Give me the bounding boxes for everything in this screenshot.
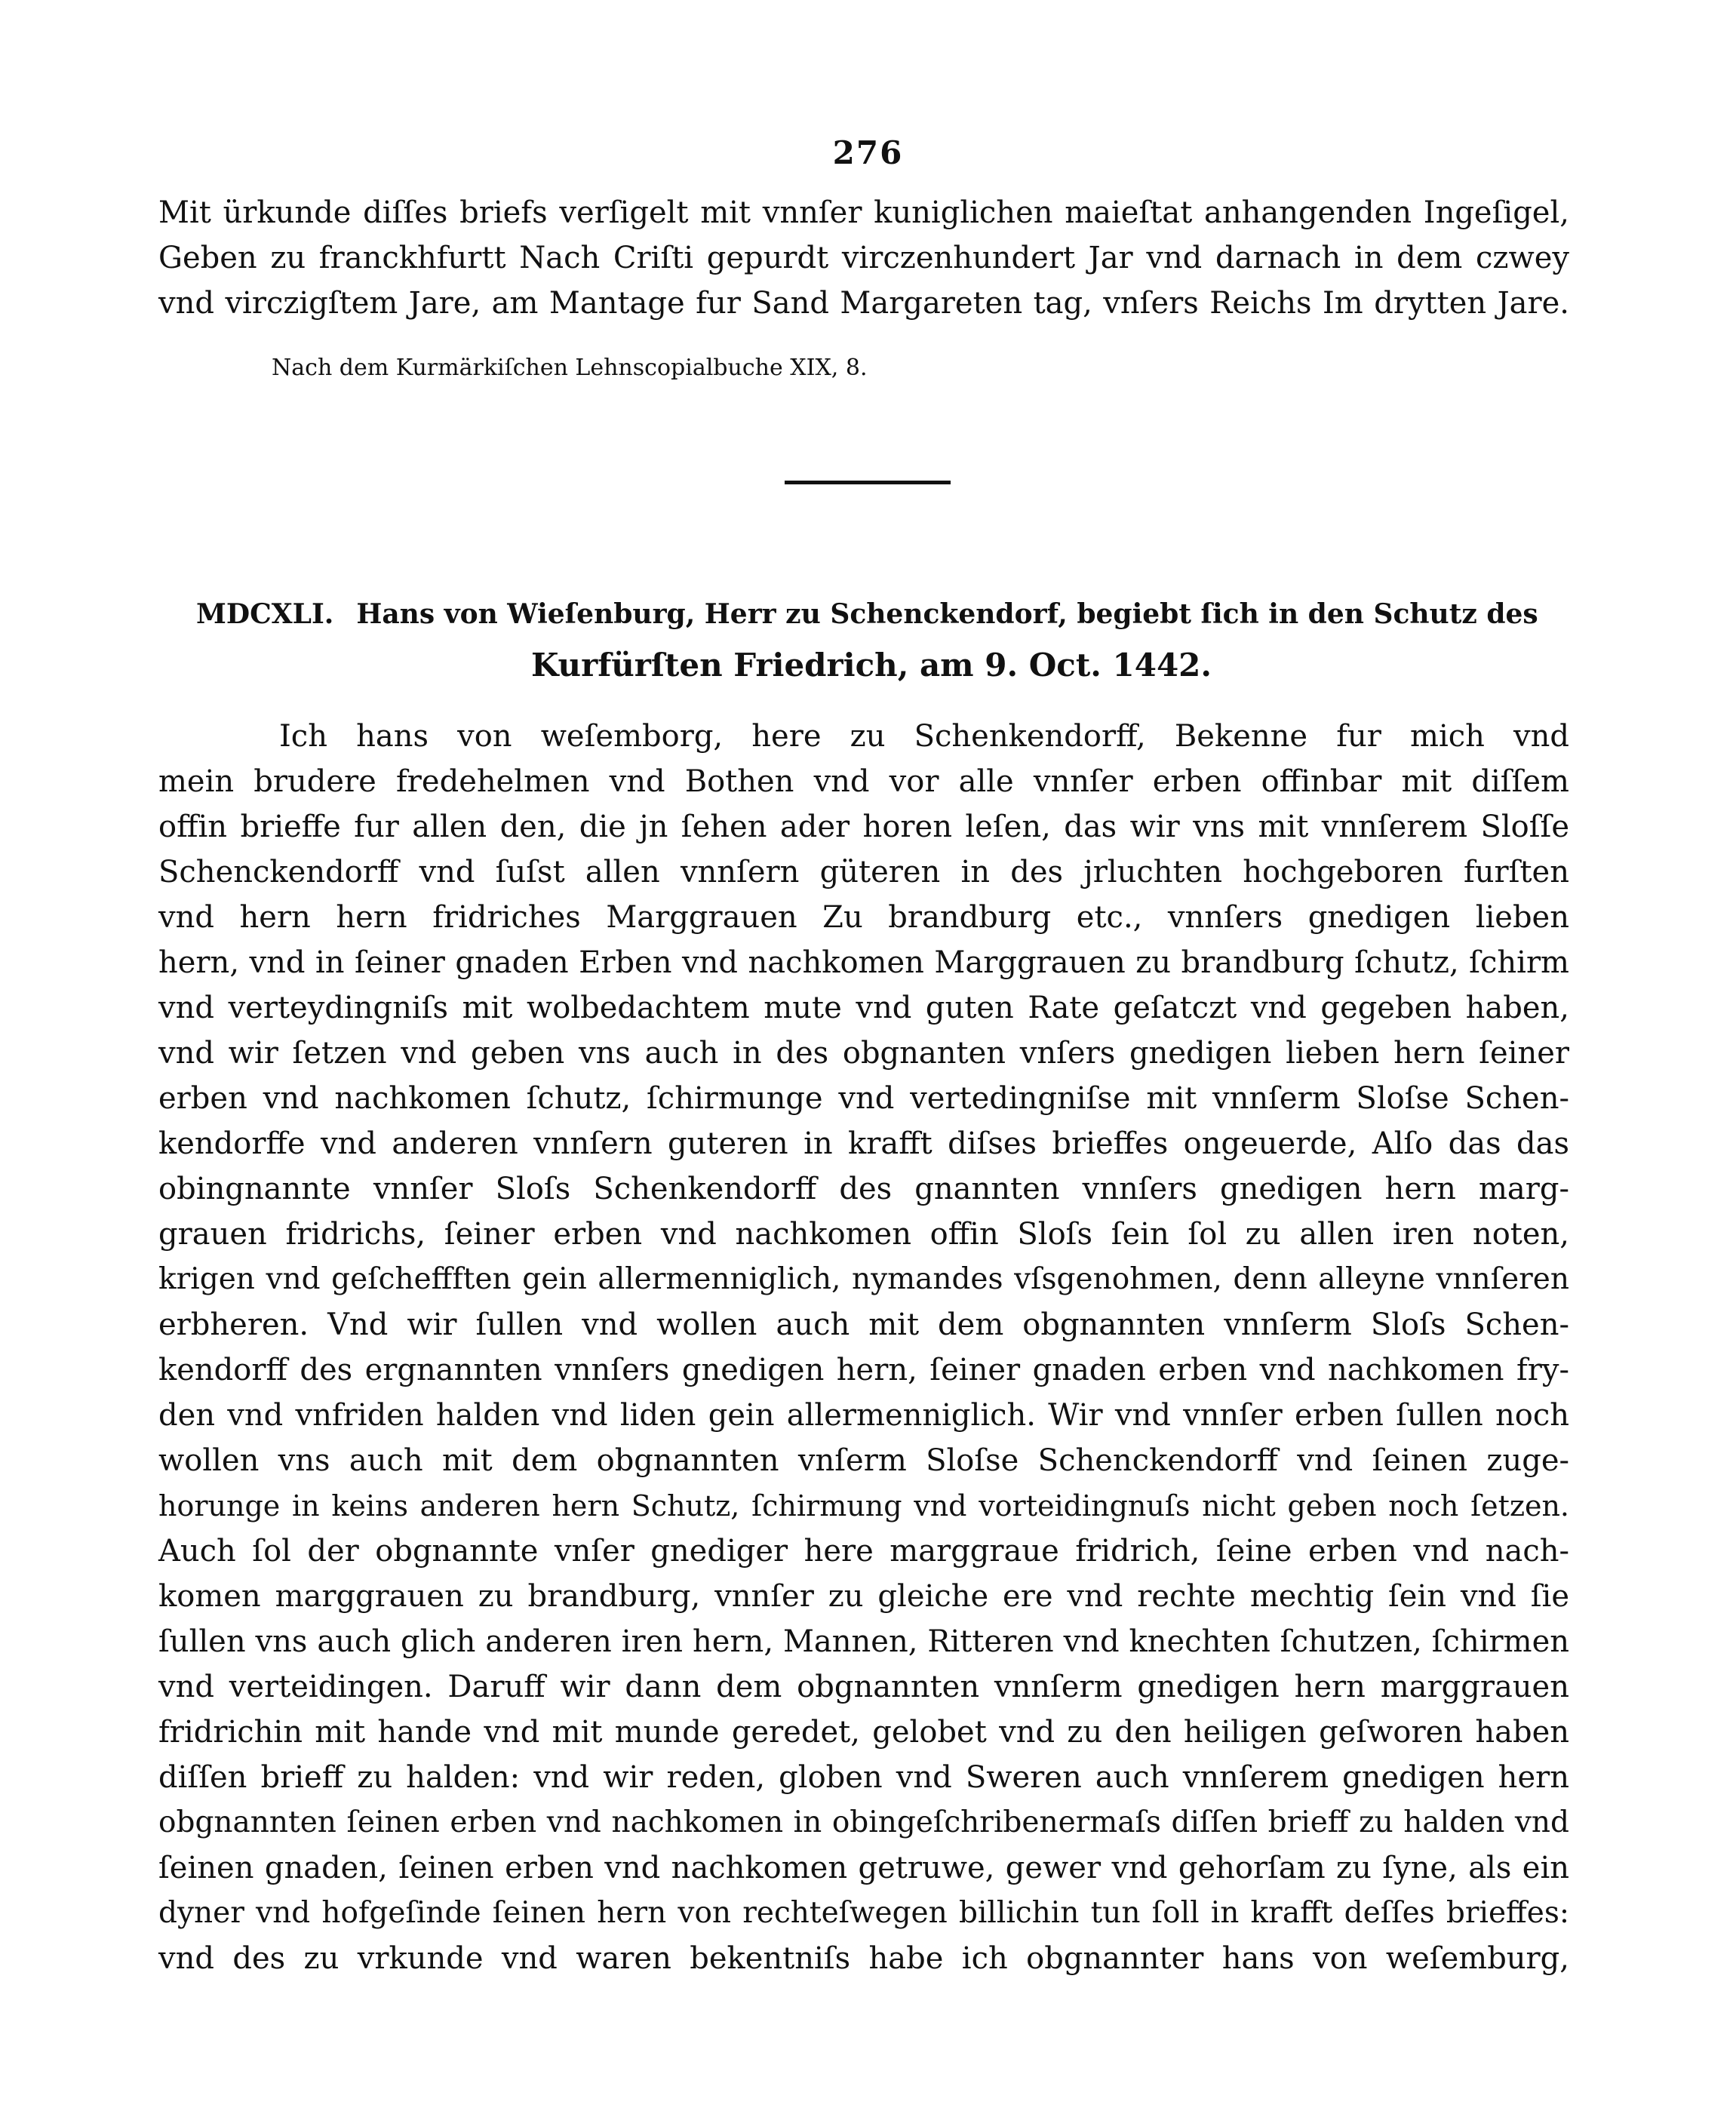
body-line: horunge in keins anderen hern Schutz, ſchirmung vnd vorteidingnuſs nicht geben noch ſetzen. (158, 1489, 1569, 1523)
intro-line: vnd virczigſtem Jare, am Mantage fur Sand Margareten tag, vnſers Reichs Im drytten Jare. (158, 286, 1569, 321)
intro-line: Mit ürkunde diſſes briefs verſigelt mit vnnſer kuniglichen maieſtat anhangenden Ingeſigel, (158, 195, 1569, 230)
body-line: fridrichin mit hande vnd mit munde geredet, gelobet vnd zu den heiligen geſworen haben (158, 1715, 1569, 1750)
document-heading (196, 588, 1547, 691)
body-line: offin brieffe fur allen den, die jn ſehen ader horen leſen, das wir vns mit vnnſerem Sloſſe (158, 810, 1569, 844)
body-paragraph (158, 714, 1569, 1981)
page-number: 276 (832, 134, 904, 171)
section-divider (785, 481, 951, 484)
body-line: hern, vnd in ſeiner gnaden Erben vnd nachkomen Marggrauen zu brandburg ſchutz, ſchirm (158, 945, 1569, 980)
body-line: ſeinen gnaden, ſeinen erben vnd nachkomen getruwe, gewer vnd gehorſam zu ſyne, als ein (158, 1851, 1569, 1885)
body-line: vnd des zu vrkunde vnd waren bekentniſs habe ich obgnannter hans von weſemburg, (158, 1941, 1569, 1976)
body-line: Auch ſol der obgnannte vnſer gnediger here marggraue fridrich, ſeine erben vnd nach- (158, 1534, 1569, 1569)
body-line: erben vnd nachkomen ſchutz, ſchirmunge vnd vertedingniſse mit vnnſerm Sloſse Schen- (158, 1081, 1569, 1116)
body-line: wollen vns auch mit dem obgnannten vnſerm Sloſse Schenckendorff vnd ſeinen zuge- (158, 1443, 1569, 1478)
body-line: vnd wir ſetzen vnd geben vns auch in des obgnanten vnſers gnedigen lieben hern ſeiner (158, 1036, 1569, 1071)
document-number: MDCXLI. (196, 598, 334, 630)
body-line: erbheren. Vnd wir ſullen vnd wollen auch mit dem obgnannten vnnſerm Sloſs Schen- (158, 1307, 1569, 1342)
intro-line: Geben zu franckhfurtt Nach Criſti gepurdt virczenhundert Jar vnd darnach in dem czwey (158, 241, 1569, 275)
body-line: obgnannten ſeinen erben vnd nachkomen in obingeſchribenermaſs diſſen brieff zu halden vnd (158, 1805, 1569, 1839)
body-line: kendorffe vnd anderen vnnſern guteren in krafft diſses brieffes ongeuerde, Alſo das das (158, 1126, 1569, 1161)
body-line: den vnd vnfriden halden vnd liden gein allermenniglich. Wir vnd vnnſer erben ſullen noch (158, 1398, 1569, 1433)
body-line: grauen fridrichs, ſeiner erben vnd nachkomen offin Sloſs ſein ſol zu allen iren noten, (158, 1217, 1569, 1252)
intro-paragraph (158, 190, 1569, 326)
body-line: mein brudere fredehelmen vnd Bothen vnd vor alle vnnſer erben offinbar mit diſſem (158, 764, 1569, 799)
source-note: Nach dem Kurmärkiſchen Lehnscopialbuche XIX, 8. (272, 355, 868, 381)
body-line: Ich hans von weſemborg, here zu Schenkendorff, Bekenne fur mich vnd (279, 719, 1569, 754)
body-line: kendorff des ergnannten vnnſers gnedigen hern, ſeiner gnaden erben vnd nachkomen fry- (158, 1353, 1569, 1387)
heading-title-1: Hans von Wieſenburg, Herr zu Schenckendorf, begiebt ſich in den Schutz des (356, 598, 1538, 630)
body-line: Schenckendorff vnd ſuſst allen vnnſern güteren in des jrluchten hochgeboren furſten (158, 855, 1569, 890)
body-line: dyner vnd hofgeſinde ſeinen hern von rechteſwegen billichin tun ſoll in krafft deſſes brieffes: (158, 1896, 1569, 1930)
body-line: diſſen brieff zu halden: vnd wir reden, globen vnd Sweren auch vnnſerem gnedigen hern (158, 1760, 1569, 1795)
heading-line-1 (196, 588, 1547, 640)
body-line: vnd hern hern fridriches Marggrauen Zu brandburg etc., vnnſers gnedigen lieben (158, 900, 1569, 935)
body-line: vnd verteydingniſs mit wolbedachtem mute vnd guten Rate geſatczt vnd gegeben haben, (158, 991, 1569, 1025)
body-line: komen marggrauen zu brandburg, vnnſer zu gleiche ere vnd rechte mechtig ſein vnd ſie (158, 1579, 1569, 1614)
body-line: vnd verteidingen. Daruff wir dann dem obgnannten vnnſerm gnedigen hern marggrauen (158, 1670, 1569, 1704)
body-line: krigen vnd geſcheffften gein allermenniglich, nymandes vſsgenohmen, denn alleyne vnnſeren (158, 1262, 1569, 1296)
body-line: obingnannte vnnſer Sloſs Schenkendorff des gnannten vnnſers gnedigen hern marg- (158, 1172, 1569, 1206)
heading-title-2: Kurfürſten Friedrich, am 9. Oct. 1442. (530, 647, 1212, 684)
body-line: ſullen vns auch glich anderen iren hern, Mannen, Ritteren vnd knechten ſchutzen, ſchirmen (158, 1624, 1569, 1659)
